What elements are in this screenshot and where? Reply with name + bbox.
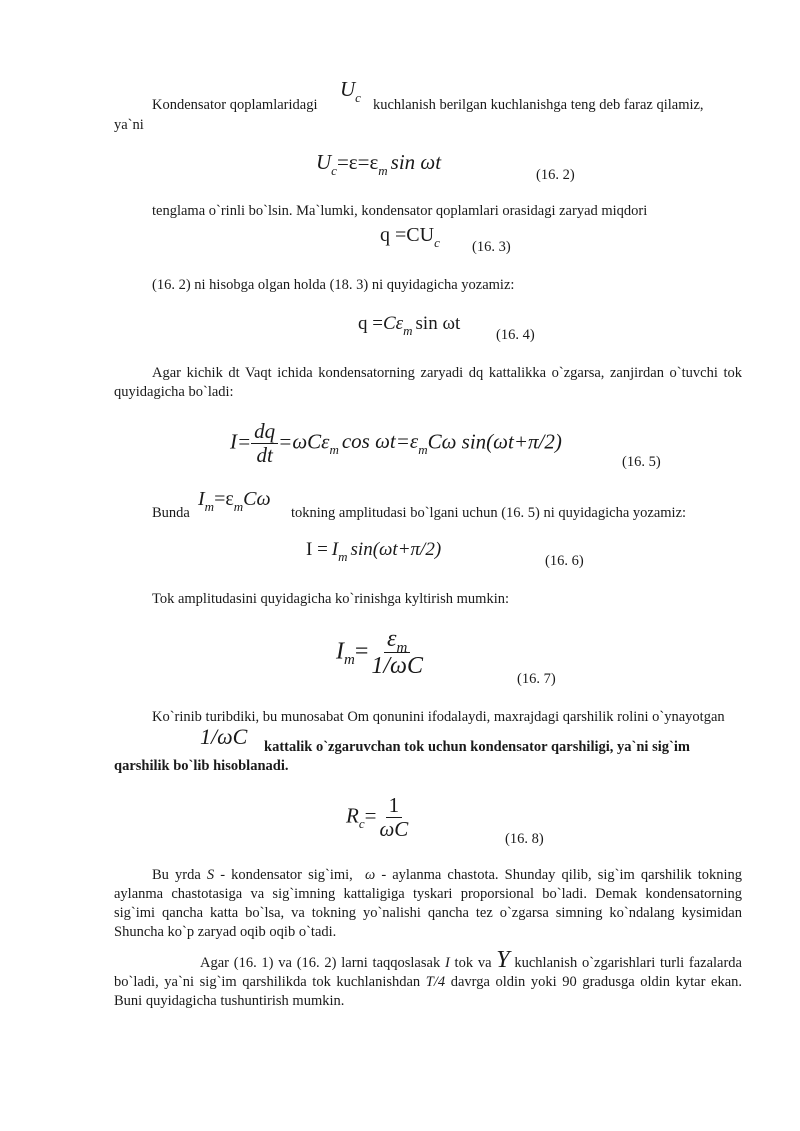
eq5-i: I [331, 539, 339, 560]
equation-16-3 [380, 224, 440, 250]
eq1-mid: =ε=ε [336, 150, 379, 174]
equation-16-6 [306, 539, 442, 564]
equation-number-16-3: (16. 3) [472, 239, 511, 255]
intro-text-c: ya`ni [114, 117, 144, 133]
intro-text-b: kuchlanish berilgan kuchlanishga teng deb faraz qilamiz, [373, 97, 704, 113]
amplitude-text: tokning amplitudasi bo`lgani uchun (16. 5) ni quyidagicha yozamiz: [291, 505, 687, 521]
cap-text-c: - aylanma chastota. Shunday qilib, sig`im qarshilik tokning aylanma chastotasiga va sig`imning kattaligiga tyskari proporsional bo`ladi. Demak kondensatorning sig`imi qancha katta bo`lsa, va tokning yo`nalishi qancha tez o`zgarsa simning ko`ndalang kysimidan Shuncha ko`p zaryad oqib oqib o`tadi. [114, 867, 743, 940]
amp-eps: =ε [214, 488, 234, 510]
bunda-text: Bunda [152, 505, 190, 521]
eq5-sub: m [338, 549, 348, 564]
amp-cw: Cω [243, 488, 271, 510]
equation-16-8 [346, 794, 411, 841]
voltage-symbol-sub: c [355, 90, 361, 105]
eq2-lhs: q =CU [380, 224, 435, 246]
paragraph-charge: tenglama o`rinli bo`lsin. Ma`lumki, kondensator qoplamlari orasidagi zaryad miqdori [152, 203, 648, 219]
amp-eps-sub: m [233, 499, 244, 514]
phase-text-a: Agar (16. 1) va (16. 2) larni taqqoslasak [200, 955, 441, 971]
eq1-lhs: U [316, 150, 332, 174]
eq6-lhs: I [336, 638, 344, 665]
phase-text-c: kuchlanish o`zgarishlari turli fazalarda bo`ladi, ya`ni sig`im qarshilikda tok kuchlanishdan [114, 955, 742, 990]
phase-i: I [444, 955, 450, 971]
eq5-lhs: I = [306, 539, 328, 560]
eq6-sub: m [344, 652, 355, 669]
eq4-denominator: dt [256, 443, 273, 468]
eq7-denominator: ωC [379, 817, 409, 842]
eq3-lhs: q = [358, 313, 383, 334]
eq2-sub: c [434, 235, 440, 250]
eq4-term3: Cω sin(ωt+π/2) [427, 429, 562, 454]
eq4-term2-sub: m [418, 442, 428, 458]
ohm-bold-text [114, 738, 742, 776]
eq4-numerator: dq [251, 420, 278, 444]
eq6-num-sub: m [396, 640, 408, 656]
amp-i-sub: m [204, 499, 215, 514]
equation-number-16-2: (16. 2) [536, 167, 575, 183]
eq1-lhs-sub: c [331, 163, 337, 178]
eq4-term1: =ωCε [278, 429, 330, 454]
eq6-fraction [368, 626, 426, 680]
amplitude-formula [198, 488, 271, 514]
eq6-numerator [384, 626, 410, 656]
equation-16-4 [358, 313, 461, 338]
paragraph-capacitance [114, 866, 742, 942]
cap-s: S [206, 867, 215, 883]
eq4-term1-sub: m [329, 442, 339, 458]
cap-omega: ω [364, 867, 376, 883]
eq6-num-eps: ε [387, 626, 397, 652]
equation-number-16-6: (16. 6) [545, 553, 584, 569]
voltage-symbol-letter: U [340, 77, 356, 101]
eq4-fraction [251, 420, 278, 467]
amp-i: I [198, 488, 205, 510]
paragraph-phase [114, 947, 743, 1011]
equation-16-5 [230, 420, 562, 467]
equation-number-16-7: (16. 7) [517, 671, 556, 687]
eq3-sub: m [403, 323, 413, 338]
eq5-rhs: sin(ωt+π/2) [350, 539, 442, 560]
eq7-numerator: 1 [386, 794, 403, 818]
equation-number-16-5: (16. 5) [622, 454, 661, 470]
ohm-bold-statement: kattalik o`zgaruvchan tok uchun kondensator qarshiligi, ya`ni sig`im qarshilik bo`lib hisoblanadi. [114, 739, 690, 774]
eq1-mid-sub: m [378, 163, 388, 178]
cap-text-b: - kondensator sig`imi, [220, 867, 353, 883]
cap-text-a: Bu yrda [152, 867, 201, 883]
eq7-lhs: R [346, 803, 359, 828]
eq3-tail: sin ωt [415, 313, 461, 334]
voltage-symbol [340, 77, 361, 105]
eq7-fraction [376, 794, 411, 841]
equation-number-16-8: (16. 8) [505, 831, 544, 847]
eq1-rhs: sin ωt [390, 150, 442, 174]
phase-y: Y [496, 947, 510, 973]
eq7-sub: c [358, 816, 365, 832]
eq6-equals: = [354, 638, 369, 665]
phase-text-b: tok va [454, 955, 492, 971]
eq3-rhs: Cε [382, 313, 404, 334]
eq4-term2: cos ωt=ε [341, 429, 419, 454]
phase-text-d: davrga oldin yoki 90 gradusga oldin kytar ekan. Buni quyidagicha tushuntirish mumkin. [114, 974, 743, 1009]
eq6-denominator: 1/ωC [371, 653, 424, 680]
paragraph-amplitude: Tok amplitudasini quyidagicha ko`rinishga kyltirish mumkin: [152, 591, 510, 607]
equation-16-7 [336, 626, 426, 680]
equation-number-16-4: (16. 4) [496, 327, 535, 343]
capacitive-reactance-symbol: 1/ωC [200, 724, 248, 749]
paragraph-substitution: (16. 2) ni hisobga olgan holda (18. 3) ni quyidagicha yozamiz: [152, 277, 515, 293]
eq7-equals: = [364, 803, 377, 828]
intro-text-a: Kondensator qoplamlaridagi [152, 97, 318, 113]
phase-t: T/4 [425, 974, 446, 990]
equation-16-2 [316, 150, 442, 178]
ohm-text: Ko`rinib turibdiki, bu munosabat Om qonunini ifodalaydi, maxrajdagi qarshilik rolini o`ynayotgan [152, 709, 725, 725]
eq4-lhs: I= [230, 429, 252, 454]
paragraph-current: Agar kichik dt Vaqt ichida kondensatorning zaryadi dq kattalikka o`zgarsa, zanjirdan o`tuvchi tok quyidagicha bo`ladi: [114, 365, 742, 400]
